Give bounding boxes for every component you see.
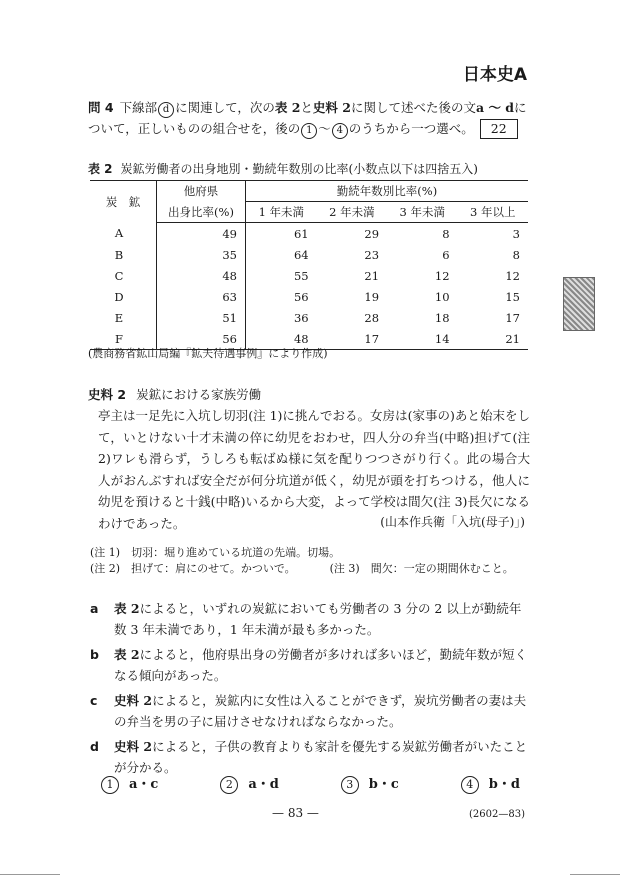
tenure-cell: 12: [434, 268, 450, 283]
statement-range: a ～ d: [476, 100, 515, 115]
tenure-cell: 15: [505, 289, 520, 304]
mine-cell: E: [90, 307, 157, 328]
page-number: — 83 —: [272, 806, 319, 820]
scan-edge-line-right: [570, 874, 620, 875]
header-col-2: 2 年未満: [317, 202, 387, 223]
tenure-cell: 3: [512, 226, 520, 241]
choice-range-end: 4: [332, 123, 348, 139]
statement-text: [114, 598, 530, 640]
mine-worker-table: [90, 180, 528, 350]
statement-c: [90, 690, 530, 732]
statement-ref: 史料 2: [114, 739, 153, 754]
mine-cell: B: [90, 244, 157, 265]
header-col-1: 1 年未満: [246, 202, 317, 223]
document-body: 亭主は一足先に入坑し切羽(注 1)に挑んでおる。女房は(家事の)あと始末をして，いとけない十才未満の倅に幼児をおわせ，四人分の弁当(中略)担げて(注 2)ワレも滑らず，うしろも転ばぬ様に気を配りつつさがり行く。此の場合大人がおんぶすれば安全だが何分坑道が低く，幼児が頭を打ちつける，他人に幼児を預けると十銭(中略)いるから大変，よって学校は間欠(注 3)長欠になるわけであった。: [98, 408, 530, 531]
answer-choices: [100, 773, 520, 794]
mine-cell: D: [90, 286, 157, 307]
tenure-cell: 29: [364, 226, 380, 241]
statement-letter: c: [90, 693, 98, 708]
choice-label: b・c: [368, 777, 399, 792]
choice-label: b・d: [488, 777, 520, 792]
document-citation: (山本作兵衛「入坑(母子)」): [380, 515, 525, 529]
table-label: 表 2: [88, 162, 113, 176]
question-text: のうちから一つ選べ。: [348, 121, 474, 136]
header-origin-line1: 他府県: [157, 181, 246, 202]
footnote-2: (注 2) 担げて：肩にのせて。かついで。: [90, 562, 296, 575]
choice-label: a・c: [129, 777, 159, 792]
choice-number: 4: [461, 776, 479, 794]
table-caption: [88, 160, 478, 177]
choice-number: 2: [220, 776, 238, 794]
table-title: 炭鉱労働者の出身地別・勤続年数別の比率(小数点以下は四捨五入): [120, 162, 478, 176]
tenure-cell: 61: [293, 226, 309, 241]
header-mine: 炭 鉱: [90, 181, 157, 223]
statement-body: によると，子供の教育よりも家計を優先する炭鉱労働者がいたことが分かる。: [114, 739, 528, 775]
range-separator: ～: [318, 121, 331, 136]
scan-edge-mark: [563, 277, 595, 331]
tenure-cell: 6: [442, 247, 450, 262]
statement-d: [90, 736, 530, 778]
statement-letter: b: [90, 647, 99, 662]
tenure-cell: 56: [293, 289, 309, 304]
mine-cell: F: [90, 328, 157, 350]
table-source: (農商務省鉱山局編『鉱夫待遇事例』により作成): [88, 347, 328, 360]
tenure-cell: 12: [505, 268, 520, 283]
tenure-cell: 8: [442, 226, 450, 241]
statement-letter: d: [90, 739, 99, 754]
tenure-cell: 21: [458, 328, 528, 350]
question-prompt: [88, 97, 530, 139]
tenure-cell: 28: [364, 310, 380, 325]
source-ref: 史料 2: [312, 100, 351, 115]
tenure-cell: 64: [293, 247, 309, 262]
tenure-cell: 48: [246, 328, 317, 350]
origin-cell: 49: [157, 223, 246, 245]
document-title: 炭鉱における家族労働: [136, 387, 262, 402]
document-label: 史料 2: [88, 387, 127, 402]
underline-ref-mark: d: [158, 102, 174, 118]
answer-number-box: 22: [480, 119, 518, 139]
footnote-1: (注 1) 切羽：堀り進めている坑道の先端。切場。: [90, 546, 341, 559]
tenure-cell: 55: [293, 268, 309, 283]
choice-3[interactable]: [340, 773, 399, 794]
footnotes: [90, 545, 530, 577]
tenure-cell: 36: [293, 310, 309, 325]
choice-2[interactable]: [219, 773, 279, 794]
table-row: [90, 223, 528, 245]
origin-cell: 51: [157, 307, 246, 328]
table-row: [90, 244, 528, 265]
mine-cell: C: [90, 265, 157, 286]
origin-cell: 63: [157, 286, 246, 307]
footnote-3: (注 3) 間欠：一定の期間休むこと。: [329, 562, 514, 575]
origin-cell: 56: [157, 328, 246, 350]
header-origin-line2: 出身比率(%): [157, 202, 246, 223]
tenure-cell: 21: [364, 268, 380, 283]
subject-heading: 日本史A: [462, 65, 527, 85]
question-text: に関して述べた後の文: [350, 100, 476, 115]
statement-text: [114, 644, 530, 686]
statement-list: [90, 598, 530, 782]
statement-body: によると，いずれの炭鉱においても労働者の 3 分の 2 以上が勤続年数 3 年未満であり，1 年未満が最も多かった。: [114, 601, 522, 637]
document-heading: [88, 385, 261, 403]
page-code: (2602—83): [469, 809, 525, 820]
header-tenure-group: 勤続年数別比率(%): [246, 181, 529, 202]
table-ref: 表 2: [274, 100, 301, 115]
question-text: 下線部: [119, 100, 158, 115]
statement-text: [114, 736, 530, 778]
statement-letter: a: [90, 601, 99, 616]
tenure-cell: 17: [317, 328, 387, 350]
tenure-cell: 18: [434, 310, 450, 325]
tenure-cell: 17: [505, 310, 520, 325]
tenure-cell: 10: [434, 289, 450, 304]
question-number: 問 4: [88, 100, 114, 115]
statement-a: [90, 598, 530, 640]
origin-cell: 48: [157, 265, 246, 286]
question-text: について，正しいものの組合せを，後の: [88, 100, 527, 136]
table-row: [90, 286, 528, 307]
choice-number: 1: [101, 776, 119, 794]
statement-b: [90, 644, 530, 686]
tenure-cell: 23: [364, 247, 380, 262]
table-row: [90, 265, 528, 286]
choice-1[interactable]: [100, 773, 158, 794]
choice-4[interactable]: [460, 773, 520, 794]
origin-cell: 35: [157, 244, 246, 265]
statement-ref: 表 2: [114, 601, 140, 616]
tenure-cell: 19: [364, 289, 380, 304]
header-col-4: 3 年以上: [458, 202, 528, 223]
statement-ref: 表 2: [114, 647, 140, 662]
statement-body: によると，他府県出身の労働者が多ければ多いほど，勤続年数が短くなる傾向があった。: [114, 647, 528, 683]
mine-cell: A: [90, 223, 157, 245]
tenure-cell: 14: [387, 328, 457, 350]
header-col-3: 3 年未満: [387, 202, 457, 223]
statement-body: によると，炭鉱内に女性は入ることができず，炭坑労働者の妻は夫の弁当を男の子に届けさせなければならなかった。: [114, 693, 527, 729]
statement-ref: 史料 2: [114, 693, 153, 708]
table-row: [90, 307, 528, 328]
choice-range-start: 1: [301, 123, 317, 139]
statement-text: [114, 690, 530, 732]
choice-number: 3: [341, 776, 359, 794]
tenure-cell: 8: [512, 247, 520, 262]
question-text: に関連して，次の: [175, 100, 275, 115]
scan-edge-line-left: [0, 874, 60, 875]
question-text: と: [300, 100, 313, 115]
choice-label: a・d: [248, 777, 279, 792]
